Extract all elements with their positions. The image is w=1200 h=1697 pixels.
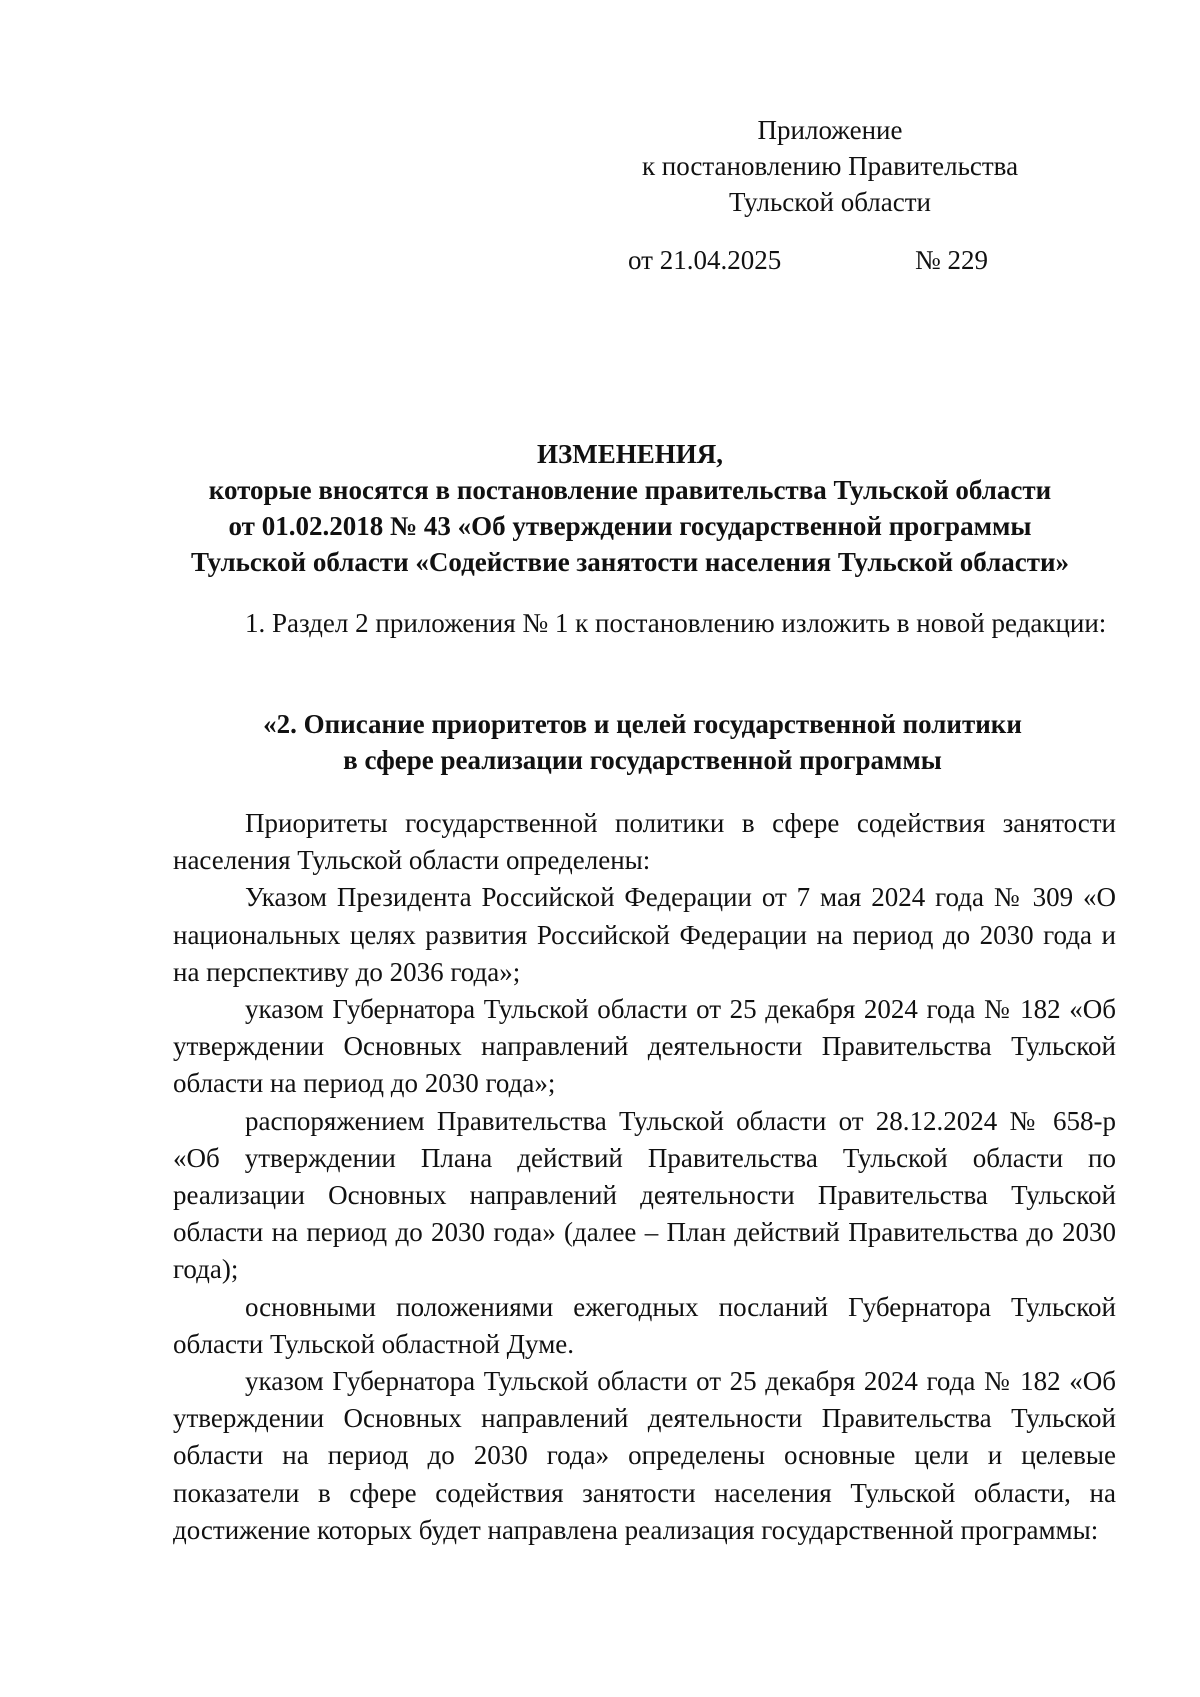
body-paragraphs [173, 805, 1116, 1549]
title-line-4: Тульской области «Содействие занятости населения Тульской области» [190, 547, 1070, 577]
item-1-paragraph: 1. Раздел 2 приложения № 1 к постановлению изложить в новой редакции: [245, 608, 1107, 638]
paragraph: указом Губернатора Тульской области от 25 декабря 2024 года № 182 «Об утверждении Основных направлений деятельности Правительства Тульской области на период до 2030 года»; [173, 994, 1116, 1099]
title-line-3: от 01.02.2018 № 43 «Об утверждении государственной программы [228, 511, 1032, 541]
approval-number: № 229 [915, 245, 989, 275]
paragraph: распоряжением Правительства Тульской области от 28.12.2024 № 658-р «Об утверждении Плана действий Правительства Тульской области по реализации Основных направлений деятельности Правительства Тульской области на период до 2030 года» (далее – План действий Правительства до 2030 года); [173, 1105, 1116, 1285]
section-heading-line-2: в сфере реализации государственной программы [343, 745, 942, 775]
paragraph: Приоритеты государственной политики в сфере содействия занятости населения Тульской области определены: [173, 808, 1116, 876]
approval-line-2: к постановлению Правительства [641, 151, 1019, 181]
item-1-block [173, 605, 1116, 642]
title-line-1: ИЗМЕНЕНИЯ, [536, 439, 723, 469]
title-line-2: которые вносятся в постановление правительства Тульской области [208, 475, 1052, 505]
approval-date: от 21.04.2025 [628, 245, 782, 275]
approval-line-1: Приложение [757, 115, 903, 145]
paragraph: Указом Президента Российской Федерации от 7 мая 2024 года № 309 «О национальных целях развития Российской Федерации на период до 2030 года и на перспективу до 2036 года»; [173, 882, 1116, 987]
paragraph: указом Губернатора Тульской области от 25 декабря 2024 года № 182 «Об утверждении Основных направлений деятельности Правительства Тульской области на период до 2030 года» определены основные цели и целевые показатели в сфере содействия занятости населения Тульской области, на достижение которых будет направлена реализация государственной программы: [173, 1366, 1116, 1545]
approval-block [620, 112, 1040, 220]
approval-line-3: Тульской области [729, 187, 931, 217]
document-title [150, 436, 1110, 580]
paragraph: основными положениями ежегодных посланий Губернатора Тульской области Тульской областной Думе. [173, 1291, 1116, 1359]
section-heading [150, 706, 1135, 778]
section-heading-line-1: «2. Описание приоритетов и целей государственной политики [263, 709, 1022, 739]
